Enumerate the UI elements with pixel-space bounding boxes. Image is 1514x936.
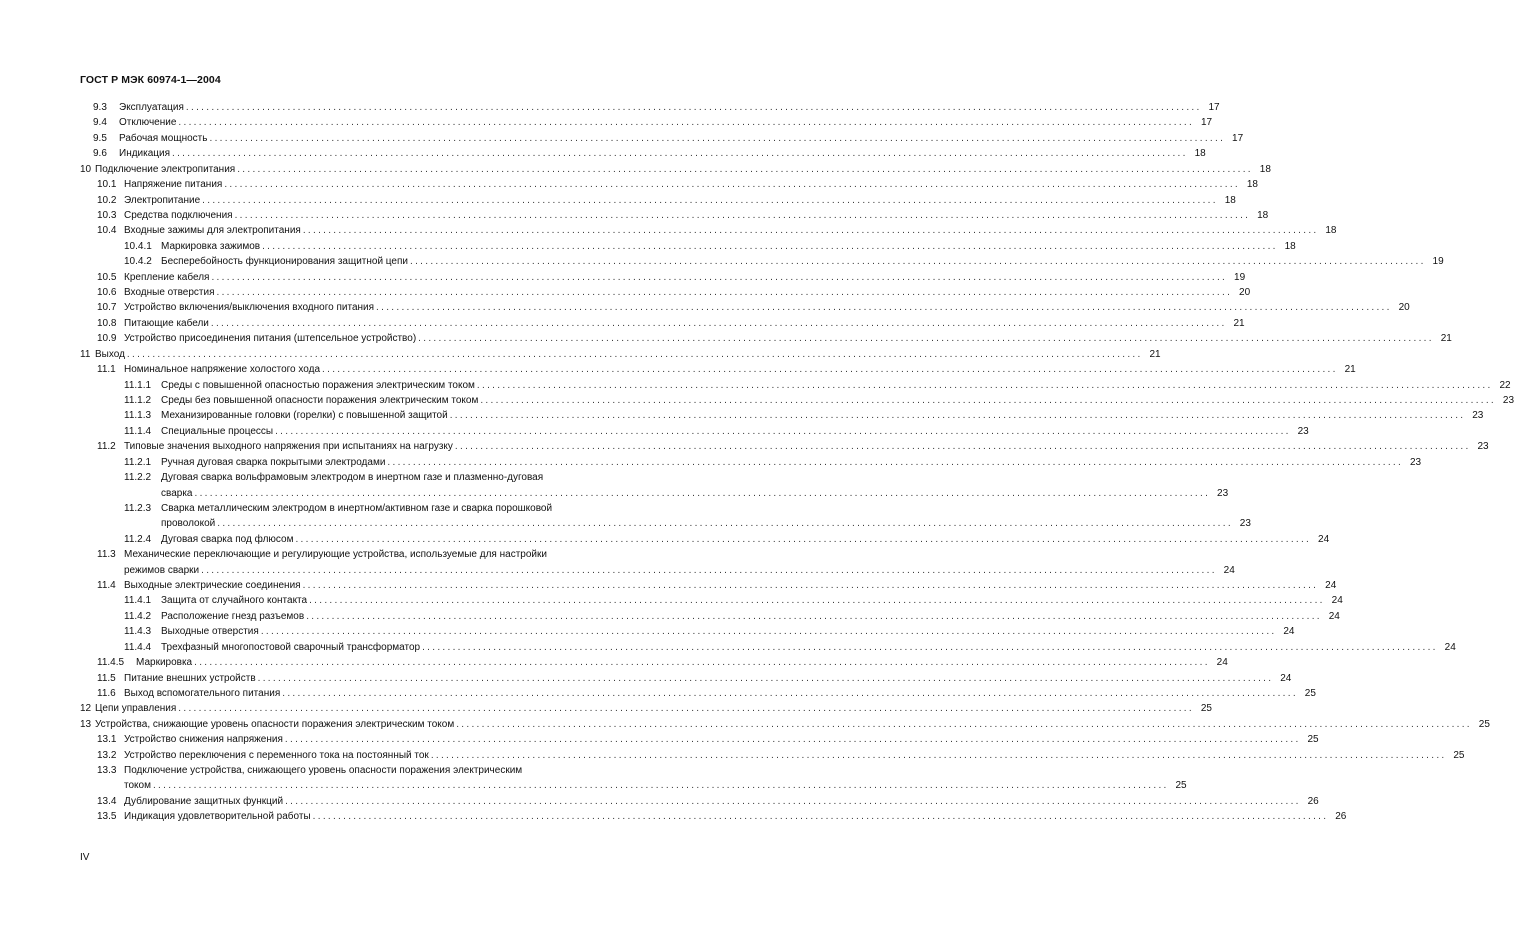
toc-entry-number: 11.2 (97, 441, 116, 453)
toc-entry-number: 11.4.1 (124, 595, 152, 607)
toc-entry-page: 17 (1208, 102, 1220, 113)
toc-entry-title-line1: Подключение устройства, снижающего уровень опасности поражения электрическим (124, 765, 523, 777)
toc-entry-line (161, 455, 1422, 470)
toc-entry-page: 24 (1444, 641, 1456, 653)
toc-entry-line (119, 115, 1213, 130)
toc-entry[interactable] (0, 609, 1340, 624)
toc-entry-title: Среды с повышенной опасностью поражения электрическим током (161, 379, 475, 391)
toc-entry[interactable] (0, 100, 1220, 115)
toc-entry[interactable] (0, 223, 1337, 238)
toc-entry-page: 21 (1149, 348, 1161, 360)
toc-entry-number: 11.4.2 (124, 610, 152, 622)
toc-entry-page: 23 (1472, 410, 1484, 422)
toc-entry-line (124, 193, 1236, 208)
toc-entry-title: Устройство присоединения питания (штепсельное устройство) (124, 333, 417, 345)
toc-entry-page: 21 (1440, 333, 1452, 345)
toc-entry[interactable] (0, 593, 1343, 608)
dot-leader: ........................................................................................................................................................................................................ (275, 425, 1291, 437)
toc-entry-number: 10.4 (97, 225, 117, 237)
toc-entry[interactable] (0, 378, 1511, 393)
toc-entry-line (95, 701, 1212, 716)
toc-entry-page: 18 (1325, 225, 1337, 237)
toc-entry-number: 10.6 (97, 287, 117, 299)
toc-entry-title: Устройство переключения с переменного тока на постоянный ток (124, 749, 429, 761)
toc-entry[interactable] (0, 455, 1422, 470)
toc-entry-page: 25 (1304, 687, 1316, 699)
toc-entry-title: проволокой (161, 518, 216, 530)
toc-entry-number: 11.2.1 (124, 456, 152, 468)
toc-entry-page: 23 (1217, 487, 1229, 499)
toc-entry-line (161, 254, 1444, 269)
toc-entry-page: 23 (1297, 425, 1309, 437)
toc-entry-line (119, 131, 1244, 146)
dot-leader: ........................................................................................................................................................................................................ (295, 533, 1312, 545)
toc-entry-page: 25 (1453, 749, 1465, 761)
dot-leader: ........................................................................................................................................................................................................ (210, 317, 1227, 329)
toc-entry-title: Выходные отверстия (161, 626, 259, 638)
dot-leader: ........................................................................................................................................................................................................ (202, 194, 1218, 206)
dot-leader: ........................................................................................................................................................................................................ (410, 256, 1426, 268)
toc-entry-page: 18 (1194, 148, 1206, 160)
toc-entry-number: 10.3 (97, 209, 117, 221)
toc-entry-title: сварка (161, 487, 193, 499)
toc-entry-number: 11.3 (97, 549, 116, 561)
toc-entry[interactable] (0, 316, 1245, 331)
toc-entry[interactable] (0, 239, 1296, 254)
toc-entry-number: 11.5 (97, 672, 116, 684)
toc-entry-title: Электропитание (124, 194, 201, 206)
dot-leader: ........................................................................................................................................................................................................ (172, 148, 1188, 160)
toc-entry[interactable] (0, 717, 1490, 732)
toc-entry-page: 26 (1307, 795, 1319, 807)
toc-entry-page: 24 (1280, 672, 1292, 684)
dot-leader: ........................................................................................................................................................................................................ (257, 672, 1274, 684)
toc-entry-title: Устройства, снижающие уровень опасности поражения электрическим током (95, 718, 455, 730)
dot-leader: ........................................................................................................................................................................................................ (282, 687, 1298, 699)
toc-entry-line (124, 778, 1187, 793)
toc-entry-line (95, 717, 1490, 732)
dot-leader: ........................................................................................................................................................................................................ (480, 394, 1497, 406)
dot-leader: ........................................................................................................................................................................................................ (178, 703, 1194, 715)
toc-entry-number: 13.2 (97, 749, 117, 761)
toc-entry-title: Выход (95, 348, 125, 360)
dot-leader: ........................................................................................................................................................................................................ (376, 302, 1392, 314)
toc-entry-title: Среды без повышенной опасности поражения электрическим током (161, 394, 479, 406)
toc-entry-line (124, 285, 1251, 300)
toc-entry-number: 13.5 (97, 811, 117, 823)
toc-entry-page: 20 (1398, 302, 1410, 314)
toc-entry-title: режимов сварки (124, 564, 200, 576)
toc-entry-title: Расположение гнезд разъемов (161, 610, 305, 622)
toc-entry-header (0, 763, 661, 778)
toc-entry-page: 23 (1502, 394, 1514, 406)
toc-entry-number: 11.6 (97, 687, 116, 699)
toc-entry[interactable] (0, 115, 1213, 130)
toc-entry-line (119, 100, 1220, 115)
toc-entry-number: 10.2 (97, 194, 117, 206)
toc-entry-title: Ручная дуговая сварка покрытыми электродами (161, 456, 386, 468)
toc-entry-page: 20 (1239, 287, 1251, 299)
toc-entry-line (161, 424, 1309, 439)
toc-entry-number: 11.1 (97, 364, 116, 376)
toc-entry-line (119, 146, 1206, 161)
toc-entry-number: 10.9 (97, 333, 117, 345)
toc-entry-page: 23 (1409, 456, 1422, 468)
dot-leader: ........................................................................................................................................................................................................ (422, 641, 1438, 653)
toc-entry-number: 11.2.2 (124, 472, 152, 484)
toc-entry-header (0, 547, 661, 562)
toc-entry-number: 11.1.4 (124, 425, 152, 437)
toc-entry[interactable] (0, 424, 1309, 439)
toc-entry-title: Средства подключения (124, 209, 233, 221)
dot-leader: ........................................................................................................................................................................................................ (209, 132, 1226, 144)
toc-entry[interactable] (0, 362, 1356, 377)
dot-leader: ........................................................................................................................................................................................................ (430, 749, 1447, 761)
dot-leader: ........................................................................................................................................................................................................ (418, 333, 1434, 345)
toc-entry[interactable] (0, 131, 1244, 146)
toc-entry[interactable] (0, 640, 1456, 655)
toc-entry-page: 21 (1233, 317, 1245, 329)
toc-entry-line (124, 439, 1489, 454)
toc-entry-line (161, 393, 1514, 408)
toc-entry-page: 24 (1223, 564, 1235, 576)
dot-leader: ........................................................................................................................................................................................................ (284, 734, 1301, 746)
toc-entry-page: 22 (1499, 379, 1511, 391)
toc-entry-title: Дуговая сварка под флюсом (161, 533, 294, 545)
toc-entry-number: 11.1.2 (124, 394, 152, 406)
toc-entry-title: Питание внешних устройств (124, 672, 256, 684)
toc-entry-page: 17 (1232, 132, 1244, 144)
toc-entry-page: 24 (1216, 657, 1228, 669)
toc-entry-title-line1: Сварка металлическим электродом в инертном/активном газе и сварка порошковой (161, 502, 553, 514)
toc-entry-line (161, 640, 1456, 655)
toc-entry[interactable] (0, 177, 1258, 192)
toc-entry-page: 25 (1175, 780, 1187, 792)
toc-entry-number: 11.4.3 (124, 626, 152, 638)
toc-entry-line (161, 624, 1295, 639)
toc-entry-page: 23 (1477, 441, 1489, 453)
dot-leader: ........................................................................................................................................................................................................ (454, 441, 1471, 453)
toc-entry-line (124, 809, 1347, 824)
toc-entry-title: Напряжение питания (124, 179, 223, 191)
toc-entry[interactable] (0, 732, 1319, 747)
toc-entry[interactable] (0, 655, 1228, 670)
toc-entry-number: 11.1.1 (124, 379, 152, 391)
toc-entry-line (124, 748, 1465, 763)
toc-entry-line (124, 686, 1316, 701)
toc-entry-number: 11.4.4 (124, 641, 152, 653)
toc-entry[interactable] (0, 671, 1292, 686)
toc-entry[interactable] (0, 439, 1489, 454)
toc-entry-page: 23 (1239, 518, 1251, 530)
dot-leader: ........................................................................................................................................................................................................ (285, 795, 1301, 807)
toc-entry[interactable] (0, 208, 1269, 223)
toc-entry-title: Индикация удовлетворительной работы (124, 811, 311, 823)
toc-entry-title: Типовые значения выходного напряжения при испытаниях на нагрузку (124, 441, 453, 453)
toc-entry[interactable] (0, 393, 1514, 408)
toc-entry-page: 24 (1328, 610, 1340, 622)
toc-entry-line (161, 532, 1330, 547)
dot-leader: ........................................................................................................................................................................................................ (201, 564, 1217, 576)
toc-entry-title: Отключение (119, 117, 177, 129)
toc-entry[interactable] (0, 748, 1465, 763)
toc-entry-title: Дублирование защитных функций (124, 795, 284, 807)
toc-entry-title: Эксплуатация (119, 102, 184, 113)
dot-leader: ........................................................................................................................................................................................................ (302, 225, 1319, 237)
toc-entry-number: 10 (80, 163, 92, 175)
toc-entry-title-line1: Дуговая сварка вольфрамовым электродом в инертном газе и плазменно-дуговая (161, 472, 544, 484)
toc-entry-title: Входные зажимы для электропитания (124, 225, 301, 237)
toc-entry[interactable] (0, 686, 1316, 701)
dot-leader: ........................................................................................................................................................................................................ (126, 348, 1143, 360)
toc-entry-line (161, 486, 1229, 501)
dot-leader: ........................................................................................................................................................................................................ (262, 240, 1278, 252)
toc-entry-page: 25 (1307, 734, 1319, 746)
toc-entry-title: током (124, 780, 151, 792)
toc-entry-page: 18 (1257, 209, 1269, 221)
toc-entry-title: Выходные электрические соединения (124, 580, 301, 592)
toc-entry-line (95, 347, 1161, 362)
toc-entry[interactable] (0, 408, 1484, 423)
toc-entry[interactable] (0, 300, 1410, 315)
dot-leader: ........................................................................................................................................................................................................ (217, 518, 1233, 530)
dot-leader: ........................................................................................................................................................................................................ (309, 595, 1325, 607)
toc-entry-line (161, 378, 1511, 393)
dot-leader: ........................................................................................................................................................................................................ (260, 626, 1277, 638)
toc-entry[interactable] (0, 624, 1295, 639)
toc-entry[interactable] (0, 809, 1347, 824)
dot-leader: ........................................................................................................................................................................................................ (306, 610, 1322, 622)
toc-entry-number: 10.4.2 (124, 256, 152, 268)
dot-leader: ........................................................................................................................................................................................................ (456, 718, 1472, 730)
toc-entry[interactable] (0, 146, 1206, 161)
toc-entry-title: Специальные процессы (161, 425, 274, 437)
toc-entry-title: Защита от случайного контакта (161, 595, 308, 607)
toc-entry-number: 9.3 (93, 102, 107, 113)
toc-entry[interactable] (0, 701, 1212, 716)
toc-entry-page: 24 (1325, 580, 1337, 592)
toc-entry-number: 11.1.3 (124, 410, 152, 422)
toc-entry-line (161, 609, 1340, 624)
toc-entry-title: Цепи управления (95, 703, 177, 715)
toc-entry-page: 24 (1283, 626, 1295, 638)
toc-entry-page: 18 (1246, 179, 1258, 191)
toc-entry-page: 26 (1335, 811, 1347, 823)
document-header: ГОСТ Р МЭК 60974-1—2004 (80, 74, 221, 86)
toc-entry[interactable] (0, 563, 1235, 578)
toc-entry-title: Бесперебойность функционирования защитной цепи (161, 256, 408, 268)
toc-entry-title: Устройство включения/выключения входного питания (124, 302, 375, 314)
toc-entry[interactable] (0, 162, 1271, 177)
toc-entry-line (124, 563, 1235, 578)
toc-entry-title: Маркировка (136, 657, 193, 669)
toc-entry[interactable] (0, 532, 1330, 547)
toc-entry-page: 18 (1284, 240, 1296, 252)
toc-entry[interactable] (0, 794, 1319, 809)
toc-entry-number: 13.1 (97, 734, 117, 746)
toc-entry-page: 24 (1331, 595, 1343, 607)
dot-leader: ........................................................................................................................................................................................................ (476, 379, 1493, 391)
toc-entry-title: Номинальное напряжение холостого хода (124, 364, 321, 376)
toc-entry-title-line1: Механические переключающие и регулирующие устройства, используемые для настройки (124, 549, 547, 561)
toc-entry-title: Подключение электропитания (95, 163, 236, 175)
toc-entry-header (0, 501, 661, 516)
toc-entry-number: 11.4 (97, 580, 116, 592)
toc-entry-number: 10.7 (97, 302, 117, 314)
dot-leader: ........................................................................................................................................................................................................ (302, 580, 1319, 592)
toc-entry-number: 13.3 (97, 765, 117, 777)
toc-entry-number: 9.6 (93, 148, 107, 160)
toc-entry-page: 18 (1259, 163, 1271, 175)
toc-entry-line (124, 331, 1452, 346)
toc-entry-line (95, 162, 1271, 177)
toc-entry-number: 13 (80, 718, 92, 730)
dot-leader: ........................................................................................................................................................................................................ (237, 163, 1253, 175)
toc-entry-line (124, 300, 1410, 315)
toc-entry-page: 18 (1224, 194, 1236, 206)
toc-entry-number: 12 (80, 703, 92, 715)
toc-entry-line (124, 316, 1245, 331)
toc-entry-number: 11.2.3 (124, 502, 152, 514)
dot-leader: ........................................................................................................................................................................................................ (216, 287, 1233, 299)
toc-entry[interactable] (0, 331, 1452, 346)
toc-entry-number: 11.2.4 (124, 533, 152, 545)
toc-entry-page: 25 (1200, 703, 1212, 715)
toc-entry-line (136, 655, 1228, 670)
toc-entry[interactable] (0, 193, 1236, 208)
toc-entry-page: 21 (1344, 364, 1356, 376)
toc-entry[interactable] (0, 516, 1251, 531)
toc-entry-number: 10.5 (97, 271, 117, 283)
toc-entry-line (124, 177, 1258, 192)
toc-entry[interactable] (0, 270, 1246, 285)
toc-entry[interactable] (0, 578, 1337, 593)
toc-entry-number: 11 (80, 348, 91, 360)
toc-entry-number: 10.8 (97, 317, 117, 329)
toc-entry[interactable] (0, 778, 1187, 793)
toc-entry[interactable] (0, 486, 1229, 501)
toc-entry-line (161, 516, 1251, 531)
toc-entry-title: Устройство снижения напряжения (124, 734, 283, 746)
toc-entry-title: Крепление кабеля (124, 271, 210, 283)
toc-entry-line (124, 794, 1319, 809)
toc-entry-line (161, 408, 1484, 423)
toc-entry-title: Выход вспомогательного питания (124, 687, 281, 699)
dot-leader: ........................................................................................................................................................................................................ (211, 271, 1228, 283)
dot-leader: ........................................................................................................................................................................................................ (194, 487, 1211, 499)
toc-entry-title: Питающие кабели (124, 317, 209, 329)
dot-leader: ........................................................................................................................................................................................................ (185, 102, 1202, 113)
dot-leader: ........................................................................................................................................................................................................ (194, 657, 1210, 669)
toc-entry-title: Маркировка зажимов (161, 240, 261, 252)
toc-entry-page: 25 (1478, 718, 1490, 730)
toc-entry-line (124, 208, 1269, 223)
toc-entry-title: Входные отверстия (124, 287, 215, 299)
toc-entry-number: 9.4 (93, 117, 107, 129)
toc-entry-line (161, 239, 1296, 254)
toc-entry-page: 17 (1200, 117, 1213, 129)
toc-entry[interactable] (0, 285, 1251, 300)
toc-entry-page: 24 (1318, 533, 1330, 545)
toc-entry-page: 19 (1432, 256, 1444, 268)
page-number: IV (80, 852, 90, 863)
dot-leader: ........................................................................................................................................................................................................ (178, 117, 1195, 129)
dot-leader: ........................................................................................................................................................................................................ (322, 364, 1338, 376)
toc-entry-line (124, 223, 1337, 238)
toc-entry-number: 10.4.1 (124, 240, 152, 252)
toc-entry-title: Механизированные головки (горелки) с повышенной защитой (161, 410, 448, 422)
toc-entry-page: 19 (1234, 271, 1246, 283)
dot-leader: ........................................................................................................................................................................................................ (387, 456, 1404, 468)
toc-entry-title: Индикация (119, 148, 171, 160)
toc-entry-number: 10.1 (97, 179, 117, 191)
dot-leader: ........................................................................................................................................................................................................ (234, 209, 1251, 221)
dot-leader: ........................................................................................................................................................................................................ (449, 410, 1466, 422)
dot-leader: ........................................................................................................................................................................................................ (312, 811, 1329, 823)
toc-entry-title: Трехфазный многопостовой сварочный трансформатор (161, 641, 421, 653)
toc-entry-number: 11.4.5 (97, 657, 125, 669)
toc-entry-title: Рабочая мощность (119, 132, 208, 144)
toc-entry[interactable] (0, 347, 1161, 362)
toc-entry[interactable] (0, 254, 1444, 269)
toc-entry-line (124, 578, 1337, 593)
dot-leader: ........................................................................................................................................................................................................ (224, 179, 1240, 191)
toc-entry-number: 13.4 (97, 795, 117, 807)
dot-leader: ........................................................................................................................................................................................................ (152, 780, 1169, 792)
toc-entry-header (0, 470, 661, 485)
toc-entry-number: 9.5 (93, 132, 107, 144)
toc-entry-line (161, 593, 1343, 608)
toc-entry-line (124, 270, 1246, 285)
toc-entry-line (124, 362, 1356, 377)
toc-entry-line (124, 732, 1319, 747)
toc-entry-line (124, 671, 1292, 686)
